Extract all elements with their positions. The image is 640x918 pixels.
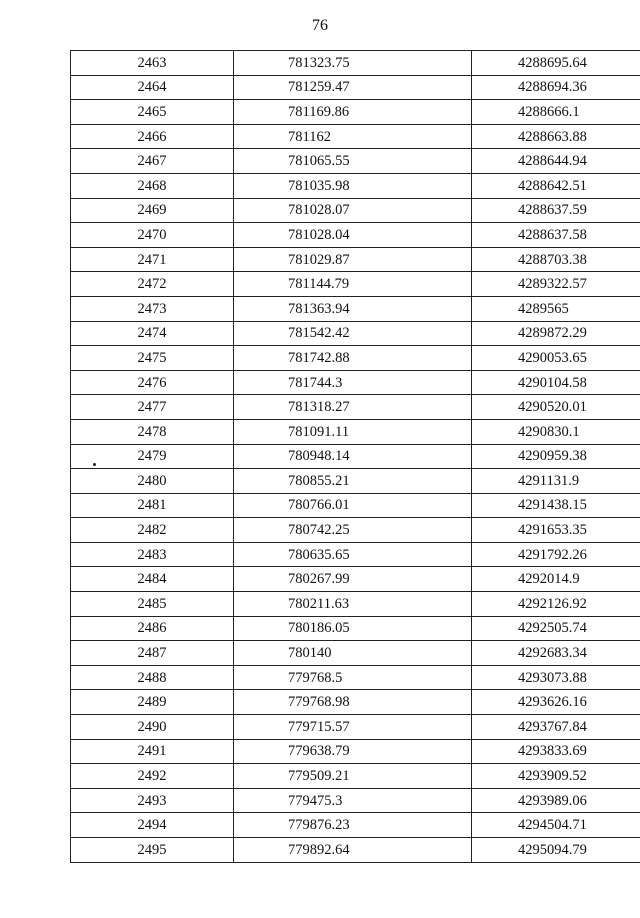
x-coordinate-cell: 781323.75 [234, 51, 472, 76]
y-coordinate-cell: 4288663.88 [472, 124, 640, 149]
y-coordinate-cell: 4291792.26 [472, 542, 640, 567]
x-coordinate-cell: 781028.04 [234, 223, 472, 248]
x-coordinate-cell: 780211.63 [234, 592, 472, 617]
y-coordinate-cell: 4288637.58 [472, 223, 640, 248]
y-coordinate-cell: 4293073.88 [472, 665, 640, 690]
y-coordinate-cell: 4293909.52 [472, 764, 640, 789]
y-coordinate-cell: 4292014.9 [472, 567, 640, 592]
point-number-cell: 2480 [71, 469, 234, 494]
coordinate-table [70, 50, 640, 863]
table-row [71, 124, 640, 149]
y-coordinate-cell: 4290053.65 [472, 346, 640, 371]
y-coordinate-cell: 4294504.71 [472, 813, 640, 838]
table-row [71, 641, 640, 666]
table-row [71, 518, 640, 543]
table-row [71, 296, 640, 321]
y-coordinate-cell: 4295094.79 [472, 838, 640, 863]
x-coordinate-cell: 781091.11 [234, 419, 472, 444]
table-row [71, 51, 640, 76]
table-row [71, 346, 640, 371]
y-coordinate-cell: 4293989.06 [472, 788, 640, 813]
point-number-cell: 2476 [71, 370, 234, 395]
table-row [71, 100, 640, 125]
point-number-cell: 2486 [71, 616, 234, 641]
table-row [71, 395, 640, 420]
point-number-cell: 2471 [71, 247, 234, 272]
table-row [71, 247, 640, 272]
y-coordinate-cell: 4291653.35 [472, 518, 640, 543]
table-row [71, 813, 640, 838]
y-coordinate-cell: 4290830.1 [472, 419, 640, 444]
table-row [71, 370, 640, 395]
table-row [71, 75, 640, 100]
y-coordinate-cell: 4289872.29 [472, 321, 640, 346]
table-row [71, 321, 640, 346]
y-coordinate-cell: 4290104.58 [472, 370, 640, 395]
table-row [71, 493, 640, 518]
y-coordinate-cell: 4288644.94 [472, 149, 640, 174]
x-coordinate-cell: 780267.99 [234, 567, 472, 592]
x-coordinate-cell: 781169.86 [234, 100, 472, 125]
y-coordinate-cell: 4288666.1 [472, 100, 640, 125]
point-number-cell: 2467 [71, 149, 234, 174]
point-number-cell: 2478 [71, 419, 234, 444]
y-coordinate-cell: 4293626.16 [472, 690, 640, 715]
point-number-cell: 2468 [71, 173, 234, 198]
y-coordinate-cell: 4288695.64 [472, 51, 640, 76]
table-row [71, 690, 640, 715]
coordinate-table-body [71, 51, 640, 863]
table-row [71, 272, 640, 297]
page-number: 76 [312, 17, 328, 34]
x-coordinate-cell: 781744.3 [234, 370, 472, 395]
point-number-cell: 2472 [71, 272, 234, 297]
x-coordinate-cell: 780948.14 [234, 444, 472, 469]
x-coordinate-cell: 780140 [234, 641, 472, 666]
x-coordinate-cell: 780742.25 [234, 518, 472, 543]
point-number-cell: 2485 [71, 592, 234, 617]
point-number-cell: 2474 [71, 321, 234, 346]
point-number-cell: 2494 [71, 813, 234, 838]
y-coordinate-cell: 4288642.51 [472, 173, 640, 198]
point-number-cell: 2465 [71, 100, 234, 125]
y-coordinate-cell: 4293767.84 [472, 715, 640, 740]
x-coordinate-cell: 780186.05 [234, 616, 472, 641]
coordinate-table-container [70, 50, 640, 864]
y-coordinate-cell: 4292505.74 [472, 616, 640, 641]
point-number-cell: 2493 [71, 788, 234, 813]
y-coordinate-cell: 4292683.34 [472, 641, 640, 666]
x-coordinate-cell: 779768.98 [234, 690, 472, 715]
table-row [71, 173, 640, 198]
y-coordinate-cell: 4289565 [472, 296, 640, 321]
point-number-cell: 2464 [71, 75, 234, 100]
x-coordinate-cell: 780766.01 [234, 493, 472, 518]
point-number-cell: 2490 [71, 715, 234, 740]
table-row [71, 444, 640, 469]
table-row [71, 788, 640, 813]
x-coordinate-cell: 781028.07 [234, 198, 472, 223]
point-number-cell: 2475 [71, 346, 234, 371]
y-coordinate-cell: 4293833.69 [472, 739, 640, 764]
table-row [71, 739, 640, 764]
point-number-cell: 2482 [71, 518, 234, 543]
x-coordinate-cell: 779638.79 [234, 739, 472, 764]
y-coordinate-cell: 4291438.15 [472, 493, 640, 518]
table-row [71, 223, 640, 248]
x-coordinate-cell: 779509.21 [234, 764, 472, 789]
x-coordinate-cell: 781035.98 [234, 173, 472, 198]
x-coordinate-cell: 781065.55 [234, 149, 472, 174]
point-number-cell: 2495 [71, 838, 234, 863]
x-coordinate-cell: 781029.87 [234, 247, 472, 272]
x-coordinate-cell: 781363.94 [234, 296, 472, 321]
table-row [71, 419, 640, 444]
table-row [71, 665, 640, 690]
y-coordinate-cell: 4288694.36 [472, 75, 640, 100]
x-coordinate-cell: 780635.65 [234, 542, 472, 567]
point-number-cell: 2466 [71, 124, 234, 149]
scan-speck [93, 463, 96, 466]
y-coordinate-cell: 4292126.92 [472, 592, 640, 617]
table-row [71, 469, 640, 494]
table-row [71, 592, 640, 617]
x-coordinate-cell: 779876.23 [234, 813, 472, 838]
table-row [71, 838, 640, 863]
point-number-cell: 2484 [71, 567, 234, 592]
point-number-cell: 2477 [71, 395, 234, 420]
x-coordinate-cell: 779475.3 [234, 788, 472, 813]
point-number-cell: 2483 [71, 542, 234, 567]
point-number-cell: 2492 [71, 764, 234, 789]
y-coordinate-cell: 4290959.38 [472, 444, 640, 469]
table-row [71, 715, 640, 740]
x-coordinate-cell: 781144.79 [234, 272, 472, 297]
point-number-cell: 2488 [71, 665, 234, 690]
x-coordinate-cell: 781542.42 [234, 321, 472, 346]
x-coordinate-cell: 780855.21 [234, 469, 472, 494]
point-number-cell: 2489 [71, 690, 234, 715]
table-row [71, 542, 640, 567]
y-coordinate-cell: 4289322.57 [472, 272, 640, 297]
point-number-cell: 2463 [71, 51, 234, 76]
x-coordinate-cell: 781742.88 [234, 346, 472, 371]
point-number-cell: 2491 [71, 739, 234, 764]
x-coordinate-cell: 781162 [234, 124, 472, 149]
table-row [71, 567, 640, 592]
point-number-cell: 2481 [71, 493, 234, 518]
y-coordinate-cell: 4288637.59 [472, 198, 640, 223]
table-row [71, 149, 640, 174]
y-coordinate-cell: 4288703.38 [472, 247, 640, 272]
x-coordinate-cell: 779768.5 [234, 665, 472, 690]
point-number-cell: 2487 [71, 641, 234, 666]
point-number-cell: 2470 [71, 223, 234, 248]
y-coordinate-cell: 4290520.01 [472, 395, 640, 420]
table-row [71, 198, 640, 223]
table-row [71, 616, 640, 641]
x-coordinate-cell: 781259.47 [234, 75, 472, 100]
point-number-cell: 2473 [71, 296, 234, 321]
table-row [71, 764, 640, 789]
x-coordinate-cell: 779892.64 [234, 838, 472, 863]
point-number-cell: 2469 [71, 198, 234, 223]
x-coordinate-cell: 781318.27 [234, 395, 472, 420]
point-number-cell: 2479 [71, 444, 234, 469]
y-coordinate-cell: 4291131.9 [472, 469, 640, 494]
x-coordinate-cell: 779715.57 [234, 715, 472, 740]
